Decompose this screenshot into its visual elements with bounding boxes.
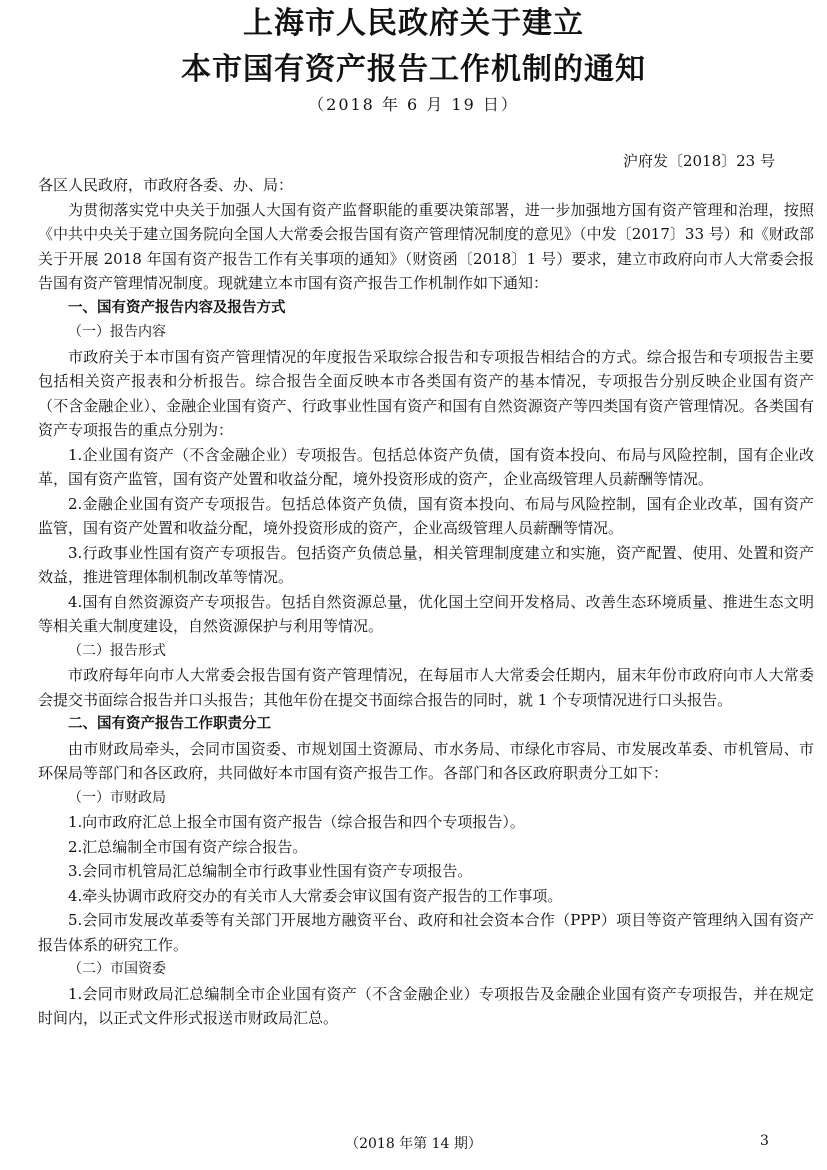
- section-1-item-1: 1.企业国有资产（不含金融企业）专项报告。包括总体资产负债，国有资本投向、布局与风险控制，国有企业改革，国有资产监管，国有资产处置和收益分配，境外投资形成的资产，企业高级管理人员薪酬等情况。: [38, 445, 814, 488]
- document-date: （2018 年 6 月 19 日）: [308, 95, 519, 114]
- section-1-item-3: 3.行政事业性国有资产专项报告。包括资产负债总量，相关管理制度建立和实施，资产配置、使用、处置和资产效益，推进管理体制机制改革等情况。: [38, 543, 814, 586]
- section-1-sub-1-heading: （一）报告内容: [68, 324, 166, 340]
- intro-paragraph: 为贯彻落实党中央关于加强人大国有资产监督职能的重要决策部署，进一步加强地方国有资产管理和治理，按照《中共中央关于建立国务院向全国人大常委会报告国有资产管理情况制度的意见》（中发〔2017〕33 号）和《财政部关于开展 2018 年国有资产报告工作有关事项的通知》（财资函〔2018〕1 号）要求，建立市政府向市人大常委会报告国有资产管理情况制度。现就建立本市国有资产报告工作机制作如下通知：: [38, 200, 814, 292]
- document-number: 沪府发〔2018〕23 号: [622, 152, 775, 170]
- section-2-sub-1-item-4: 4.牵头协调市政府交办的有关市人大常委会审议国有资产报告的工作事项。: [68, 886, 563, 905]
- document-body: [38, 173, 814, 1031]
- section-2-sub-1-item-2: 2.汇总编制全市国有资产综合报告。: [68, 837, 308, 856]
- section-1-heading: 一、国有资产报告内容及报告方式: [68, 299, 286, 316]
- section-2-sub-1-heading: （一）市财政局: [68, 789, 166, 806]
- salutation: 各区人民政府，市政府各委、办、局：: [38, 176, 294, 194]
- section-1-item-2: 2.金融企业国有资产专项报告。包括总体资产负债，国有资本投向、布局与风险控制，国有企业改革，国有资产监管，国有资产处置和收益分配，境外投资形成的资产，企业高级管理人员薪酬等情况。: [38, 494, 814, 537]
- section-2-sub-1-item-1: 1.向市政府汇总上报全市国有资产报告（综合报告和四个专项报告）。: [68, 813, 525, 831]
- section-2-sub-2-item-1: 1.会同市财政局汇总编制全市企业国有资产（不含金融企业）专项报告及金融企业国有资产专项报告，并在规定时间内，以正式文件形式报送市财政局汇总。: [38, 984, 814, 1027]
- document-title-line-1: 上海市人民政府关于建立: [243, 6, 584, 41]
- section-2-heading: 二、国有资产报告工作职责分工: [68, 716, 271, 732]
- section-1-sub-2-heading: （二）报告形式: [68, 642, 166, 659]
- section-2-paragraph: 由市财政局牵头，会同市国资委、市规划国土资源局、市水务局、市绿化市容局、市发展改革委、市机管局、市环保局等部门和各区政府，共同做好本市国有资产报告工作。各部门和各区政府职责分工如下：: [38, 739, 814, 782]
- section-2-sub-1-item-3: 3.会同市机管局汇总编制全市行政事业性国有资产专项报告。: [68, 862, 473, 880]
- issue-footer: （2018 年第 14 期）: [345, 1136, 482, 1152]
- section-1-sub-1-paragraph: 市政府关于本市国有资产管理情况的年度报告采取综合报告和专项报告相结合的方式。综合报告和专项报告主要包括相关资产报表和分析报告。综合报告全面反映本市各类国有资产的基本情况，专项报告分别反映企业国有资产（不含金融企业）、金融企业国有资产、行政事业性国有资产和国有自然资源资产等四类国有资产管理情况。各类国有资产专项报告的重点分别为：: [38, 347, 814, 439]
- document-title-line-2: 本市国有资产报告工作机制的通知: [181, 52, 646, 87]
- section-2-sub-1-item-5: 5.会同市发展改革委等有关部门开展地方融资平台、政府和社会资本合作（PPP）项目等资产管理纳入国有资产报告体系的研究工作。: [38, 911, 814, 954]
- section-2-sub-2-heading: （二）市国资委: [68, 961, 166, 977]
- page-number: 3: [760, 1133, 769, 1149]
- section-1-item-4: 4.国有自然资源资产专项报告。包括自然资源总量，优化国土空间开发格局、改善生态环境质量、推进生态文明等相关重大制度建设，自然资源保护与利用等情况。: [38, 592, 814, 635]
- section-1-sub-2-paragraph: 市政府每年向市人大常委会报告国有资产管理情况，在每届市人大常委会任期内，届末年份市政府向市人大常委会提交书面综合报告并口头报告；其他年份在提交书面综合报告的同时，就 1 个专项情况进行口头报告。: [38, 666, 814, 709]
